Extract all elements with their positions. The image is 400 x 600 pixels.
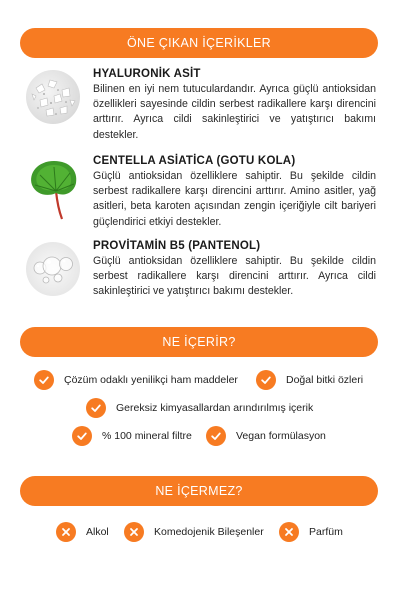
contains-item <box>34 370 238 390</box>
check-icon <box>206 426 226 446</box>
ingredient-title: HYALURONİK ASİT <box>93 68 201 80</box>
contains-item-label: % 100 mineral filtre <box>102 430 192 442</box>
ingredient-hyaluronic <box>26 68 376 143</box>
check-icon <box>34 370 54 390</box>
ingredient-panthenol <box>26 240 376 300</box>
highlights-title: ÖNE ÇIKAN İÇERİKLER <box>127 36 271 50</box>
excludes-item <box>124 522 264 542</box>
excludes-item <box>56 522 109 542</box>
contains-title: NE İÇERİR? <box>162 335 236 349</box>
ingredient-title: PROVİTAMİN B5 (PANTENOL) <box>93 240 261 252</box>
contains-item <box>72 426 192 446</box>
contains-item <box>206 426 326 446</box>
excludes-item-label: Komedojenik Bileşenler <box>154 526 264 538</box>
cross-icon <box>124 522 144 542</box>
leaf-icon <box>26 157 80 211</box>
contains-item-label: Doğal bitki özleri <box>286 374 364 386</box>
ingredient-centella <box>26 155 376 230</box>
highlights-header <box>20 28 378 58</box>
excludes-item <box>279 522 343 542</box>
excludes-title: NE İÇERMEZ? <box>155 484 243 498</box>
ingredient-description: Bilinen en iyi nem tutuculardandır. Ayrıca güçlü antioksidan özellikleri sayesinde cildin serbest radikallere karşı direncini arttırır. Ayrıca cildi sakinleştirici ve yatıştırıcı bakımı destekler. <box>93 83 376 141</box>
bubbles-icon <box>26 242 80 296</box>
crystal-texture-icon <box>26 70 80 124</box>
ingredient-description: Güçlü antioksidan özelliklere sahiptir. Bu şekilde cildin serbest radikallere karşı direncini arttırır. Ayrıca cildi sakinleştirici ve yatıştırıcı bakımı destekler. <box>93 255 376 298</box>
check-icon <box>256 370 276 390</box>
contains-item <box>256 370 363 390</box>
check-icon <box>86 398 106 418</box>
contains-item-label: Gereksiz kimyasallardan arındırılmış içerik <box>116 402 314 414</box>
check-icon <box>72 426 92 446</box>
excludes-item-label: Parfüm <box>309 526 343 538</box>
excludes-header <box>20 476 378 506</box>
contains-header <box>20 327 378 357</box>
excludes-item-label: Alkol <box>86 526 109 538</box>
ingredient-title: CENTELLA ASİATİCA (GOTU KOLA) <box>93 155 296 167</box>
cross-icon <box>56 522 76 542</box>
cross-icon <box>279 522 299 542</box>
contains-item-label: Vegan formülasyon <box>236 430 326 442</box>
contains-item-label: Çözüm odaklı yenilikçi ham maddeler <box>64 374 238 386</box>
contains-item <box>86 398 313 418</box>
ingredient-description: Güçlü antioksidan özelliklere sahiptir. Bu şekilde cildin serbest radikallere karşı direncini arttırır. Amino asitler, yağ asitleri, beta karoten açısından zengin içeriğiyle cilt bariyeri güçlendirici etkiyi destekler. <box>93 170 376 228</box>
